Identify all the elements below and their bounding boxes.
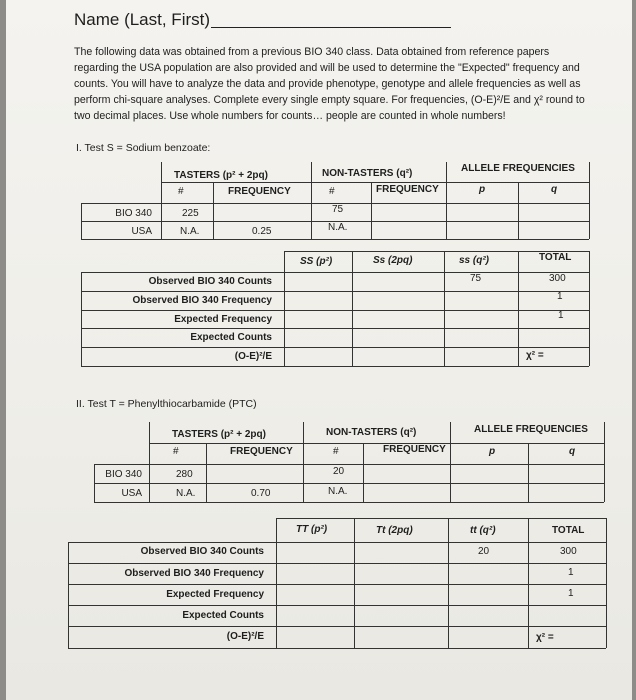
non-tasters-frequency-header: FREQUENCY bbox=[383, 444, 446, 455]
genotype-tt-dominant-header: TT (p²) bbox=[296, 524, 328, 535]
bio340-tasters-count: 280 bbox=[176, 469, 193, 480]
non-tasters-frequency-header: FREQUENCY bbox=[376, 184, 439, 195]
non-tasters-count-header: # bbox=[333, 446, 339, 457]
row-expected-frequency: Expected Frequency bbox=[166, 589, 264, 600]
usa-tasters-count: N.A. bbox=[180, 226, 200, 237]
ss-recessive-observed-count: 75 bbox=[470, 273, 482, 284]
bio340-tasters-count: 225 bbox=[182, 208, 199, 219]
genotype-tt-hetero-header: Tt (2pq) bbox=[376, 525, 413, 536]
allele-p-header: p bbox=[489, 446, 496, 457]
allele-q-header: q bbox=[569, 446, 576, 457]
usa-tasters-frequency: 0.25 bbox=[252, 226, 272, 237]
allele-frequencies-header: ALLELE FREQUENCIES bbox=[474, 424, 588, 435]
non-tasters-count-header: # bbox=[329, 186, 335, 197]
total-observed-count: 300 bbox=[560, 546, 577, 557]
chi-square-result: χ² = bbox=[536, 632, 554, 643]
genotype-ss-hetero-header: Ss (2pq) bbox=[373, 255, 413, 266]
total-observed-frequency: 1 bbox=[568, 567, 574, 578]
row-chi-component: (O-E)²/E bbox=[234, 351, 272, 362]
allele-frequencies-header: ALLELE FREQUENCIES bbox=[461, 163, 575, 174]
tasters-header: TASTERS (p² + 2pq) bbox=[174, 170, 268, 181]
total-expected-frequency: 1 bbox=[558, 310, 564, 321]
row-observed-frequency: Observed BIO 340 Frequency bbox=[124, 568, 264, 579]
row-observed-counts: Observed BIO 340 Counts bbox=[140, 546, 264, 557]
genotype-ss-recessive-header: ss (q²) bbox=[459, 255, 489, 266]
row-label-bio340: BIO 340 bbox=[115, 208, 152, 219]
tasters-frequency-header: FREQUENCY bbox=[228, 186, 291, 197]
bio340-non-tasters-count: 75 bbox=[332, 204, 344, 215]
allele-p-header: p bbox=[479, 184, 486, 195]
tasters-frequency-header: FREQUENCY bbox=[230, 446, 293, 457]
usa-non-tasters-count: N.A. bbox=[328, 486, 348, 497]
usa-non-tasters-count: N.A. bbox=[328, 222, 348, 233]
genotype-ss-dominant-header: SS (p²) bbox=[300, 256, 333, 267]
row-chi-component: (O-E)²/E bbox=[226, 631, 264, 642]
row-expected-frequency: Expected Frequency bbox=[174, 314, 272, 325]
allele-q-header: q bbox=[551, 184, 558, 195]
test-s-heading: I. Test S = Sodium benzoate: bbox=[76, 142, 211, 154]
total-header: TOTAL bbox=[552, 525, 585, 536]
tt-recessive-observed-count: 20 bbox=[478, 546, 490, 557]
test-t-heading: II. Test T = Phenylthiocarbamide (PTC) bbox=[76, 398, 257, 410]
worksheet-page bbox=[6, 0, 632, 700]
row-observed-frequency: Observed BIO 340 Frequency bbox=[132, 295, 272, 306]
name-label: Name (Last, First) bbox=[74, 10, 211, 29]
row-label-usa: USA bbox=[121, 488, 142, 499]
row-expected-counts: Expected Counts bbox=[182, 610, 264, 621]
total-expected-frequency: 1 bbox=[568, 588, 574, 599]
genotype-tt-recessive-header: tt (q²) bbox=[470, 525, 496, 536]
tasters-header: TASTERS (p² + 2pq) bbox=[172, 429, 266, 440]
row-label-usa: USA bbox=[131, 226, 152, 237]
total-observed-frequency: 1 bbox=[557, 291, 563, 302]
row-label-bio340: BIO 340 bbox=[105, 469, 142, 480]
non-tasters-header: NON-TASTERS (q²) bbox=[326, 427, 417, 438]
row-observed-counts: Observed BIO 340 Counts bbox=[148, 276, 272, 287]
non-tasters-header: NON-TASTERS (q²) bbox=[322, 168, 413, 179]
bio340-non-tasters-count: 20 bbox=[333, 466, 345, 477]
total-header: TOTAL bbox=[539, 252, 572, 263]
tasters-count-header: # bbox=[178, 186, 184, 197]
row-expected-counts: Expected Counts bbox=[190, 332, 272, 343]
tasters-count-header: # bbox=[173, 446, 179, 457]
total-observed-count: 300 bbox=[549, 273, 566, 284]
chi-square-result: χ² = bbox=[526, 350, 544, 361]
usa-tasters-count: N.A. bbox=[176, 488, 196, 499]
name-field-line[interactable] bbox=[211, 27, 451, 28]
usa-tasters-frequency: 0.70 bbox=[251, 488, 271, 499]
instructions-paragraph: The following data was obtained from a previous BIO 340 class. Data obtained from reference papers regarding the USA population are also provided and will be used to determine the "Expected" frequency and counts. You will have to analyze the data and provide phenotype, genotype and allele frequencies as well as perform chi-square analyses. Complete every single empty square. For frequencies, (O-E)²/E and χ² round to two decimal places. Use whole numbers for counts… people are counted in whole numbers! bbox=[74, 46, 585, 122]
